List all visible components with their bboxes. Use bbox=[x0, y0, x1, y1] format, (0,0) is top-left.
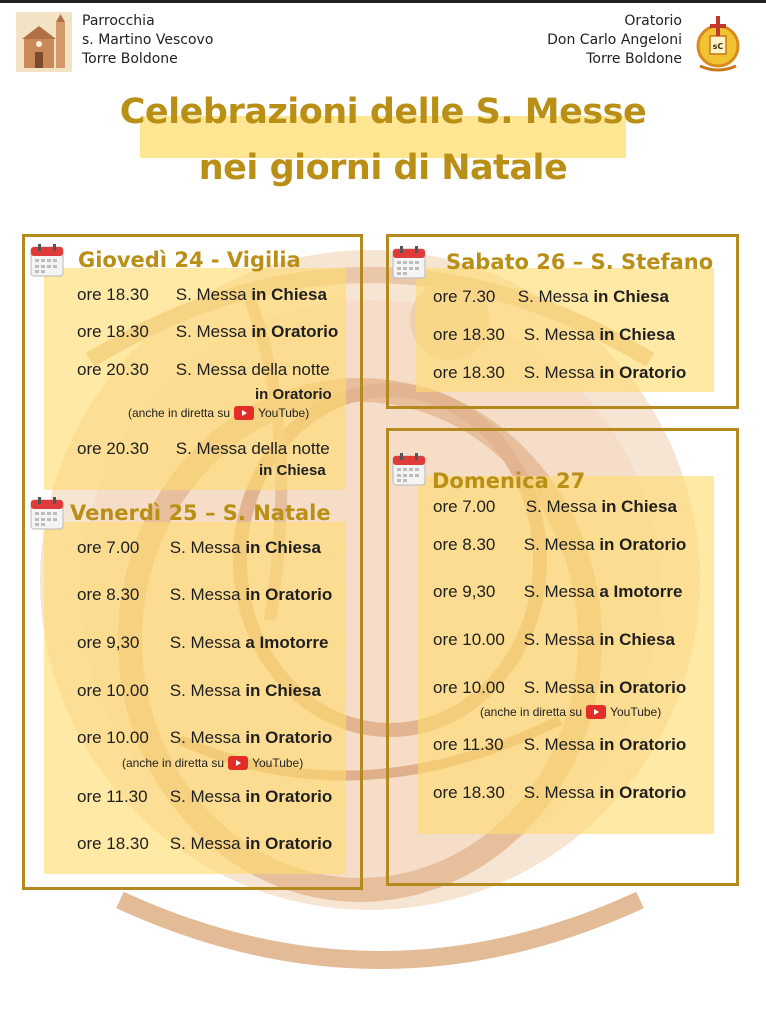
row-mass: S. Messa bbox=[523, 735, 595, 754]
oratory-line-1: Oratorio bbox=[624, 13, 682, 29]
calendar-icon bbox=[30, 243, 64, 277]
note-suffix: YouTube) bbox=[610, 705, 662, 719]
row-mass: S. Messa bbox=[523, 630, 595, 649]
row-mass: S. Messa bbox=[169, 538, 241, 557]
row-time: ore 18.30 bbox=[433, 783, 505, 802]
row-time: ore 7.00 bbox=[77, 538, 140, 557]
day-header-saturday bbox=[392, 245, 713, 279]
row-place: in Chiesa bbox=[245, 681, 321, 700]
row-place: in Oratorio bbox=[245, 834, 333, 853]
schedule-row bbox=[77, 285, 327, 305]
row-mass: S. Messa bbox=[175, 285, 247, 304]
note-prefix: (anche in diretta su bbox=[480, 705, 583, 719]
row-place: in Oratorio bbox=[599, 678, 687, 697]
parish-line-2: s. Martino Vescovo bbox=[82, 32, 214, 48]
row-time: ore 8.30 bbox=[433, 535, 496, 554]
page-title bbox=[0, 84, 766, 196]
row-place: in Chiesa bbox=[251, 285, 327, 304]
parish-line-3: Torre Boldone bbox=[82, 51, 178, 67]
row-mass: S. Messa bbox=[169, 585, 241, 604]
schedule-row bbox=[77, 728, 332, 748]
youtube-icon bbox=[228, 756, 248, 770]
row-place: in Oratorio bbox=[599, 535, 687, 554]
row-mass: S. Messa della notte bbox=[175, 439, 330, 458]
row-mass: S. Messa bbox=[517, 287, 589, 306]
schedule-row bbox=[433, 497, 677, 517]
row-place: in Oratorio bbox=[599, 735, 687, 754]
day-title-sunday: Domenica 27 bbox=[432, 469, 586, 493]
day-title-friday: Venerdì 25 – S. Natale bbox=[70, 501, 331, 525]
calendar-icon bbox=[392, 452, 426, 486]
row-mass: S. Messa bbox=[169, 787, 241, 806]
note-suffix: YouTube) bbox=[252, 756, 304, 770]
note-prefix: (anche in diretta su bbox=[128, 406, 231, 420]
youtube-note bbox=[122, 756, 303, 770]
day-header-friday bbox=[30, 496, 331, 530]
row-place: in Chiesa bbox=[259, 462, 326, 479]
oratory-name bbox=[547, 12, 682, 69]
row-mass: S. Messa bbox=[525, 497, 597, 516]
note-prefix: (anche in diretta su bbox=[122, 756, 225, 770]
church-logo-icon bbox=[16, 12, 72, 72]
row-place: in Chiesa bbox=[599, 325, 675, 344]
row-time: ore 18.30 bbox=[77, 322, 149, 341]
schedule-row bbox=[433, 363, 686, 383]
row-mass: S. Messa bbox=[523, 325, 595, 344]
schedule-row bbox=[77, 681, 321, 701]
parish-header bbox=[16, 12, 213, 72]
row-time: ore 10.00 bbox=[433, 630, 505, 649]
row-mass: S. Messa bbox=[169, 728, 241, 747]
schedule-row bbox=[77, 439, 330, 459]
row-time: ore 11.30 bbox=[77, 787, 148, 806]
schedule-row bbox=[77, 322, 338, 342]
row-mass: S. Messa bbox=[523, 363, 595, 382]
youtube-icon bbox=[234, 406, 254, 420]
schedule-row bbox=[77, 585, 332, 605]
row-place: in Oratorio bbox=[251, 322, 339, 341]
oratory-logo-icon bbox=[690, 12, 746, 72]
row-place: in Oratorio bbox=[245, 585, 333, 604]
row-mass: S. Messa della notte bbox=[175, 360, 330, 379]
row-mass: S. Messa bbox=[523, 582, 595, 601]
row-time: ore 7.00 bbox=[433, 497, 496, 516]
youtube-note bbox=[128, 406, 309, 420]
schedule-row bbox=[433, 735, 686, 755]
row-mass: S. Messa bbox=[523, 678, 595, 697]
row-time: ore 8.30 bbox=[77, 585, 140, 604]
row-time: ore 18.30 bbox=[433, 363, 505, 382]
day-header-thursday bbox=[30, 243, 301, 277]
row-mass: S. Messa bbox=[175, 322, 247, 341]
row-mass: S. Messa bbox=[523, 535, 595, 554]
row-time: ore 18.30 bbox=[77, 834, 149, 853]
row-place: in Oratorio bbox=[599, 783, 687, 802]
row-mass: S. Messa bbox=[523, 783, 595, 802]
panel-sunday bbox=[418, 476, 714, 834]
svg-text:sC: sC bbox=[712, 42, 724, 51]
row-time: ore 18.30 bbox=[433, 325, 505, 344]
oratory-line-2: Don Carlo Angeloni bbox=[547, 32, 682, 48]
parish-name bbox=[82, 12, 213, 69]
row-time: ore 18.30 bbox=[77, 285, 149, 304]
row-time: ore 20.30 bbox=[77, 439, 149, 458]
row-place: in Chiesa bbox=[593, 287, 669, 306]
row-mass: S. Messa bbox=[169, 633, 241, 652]
row-time: ore 7.30 bbox=[433, 287, 496, 306]
row-time: ore 10.00 bbox=[77, 728, 149, 747]
schedule-row bbox=[433, 630, 675, 650]
schedule-row bbox=[77, 787, 332, 807]
row-time: ore 10.00 bbox=[433, 678, 505, 697]
day-header-sunday bbox=[392, 452, 586, 493]
schedule-row bbox=[433, 535, 686, 555]
schedule-row bbox=[433, 287, 669, 307]
youtube-note bbox=[480, 705, 661, 719]
row-place: in Oratorio bbox=[245, 787, 333, 806]
row-time: ore 10.00 bbox=[77, 681, 149, 700]
parish-line-1: Parrocchia bbox=[82, 13, 155, 29]
row-place: a Imotorre bbox=[599, 582, 683, 601]
schedule-row bbox=[77, 360, 330, 380]
row-place: in Oratorio bbox=[245, 728, 333, 747]
schedule-row bbox=[77, 834, 332, 854]
day-title-thursday: Giovedì 24 - Vigilia bbox=[78, 248, 301, 272]
title-line-2: nei giorni di Natale bbox=[198, 148, 568, 188]
schedule-row bbox=[433, 678, 686, 698]
row-place: in Chiesa bbox=[245, 538, 321, 557]
youtube-icon bbox=[586, 705, 606, 719]
oratory-header bbox=[547, 12, 746, 72]
row-mass: S. Messa bbox=[169, 834, 241, 853]
row-place: in Oratorio bbox=[255, 386, 332, 403]
row-mass: S. Messa bbox=[169, 681, 241, 700]
row-place: in Chiesa bbox=[601, 497, 677, 516]
calendar-icon bbox=[30, 496, 64, 530]
row-time: ore 9,30 bbox=[433, 582, 496, 601]
row-time: ore 9,30 bbox=[77, 633, 140, 652]
oratory-line-3: Torre Boldone bbox=[586, 51, 682, 67]
row-time: ore 20.30 bbox=[77, 360, 149, 379]
row-place: a Imotorre bbox=[245, 633, 329, 652]
day-title-saturday: Sabato 26 – S. Stefano bbox=[446, 250, 714, 274]
note-suffix: YouTube) bbox=[258, 406, 310, 420]
schedule-row bbox=[433, 325, 675, 345]
schedule-row bbox=[433, 582, 682, 602]
calendar-icon bbox=[392, 245, 426, 279]
schedule-row bbox=[433, 783, 686, 803]
row-time: ore 11.30 bbox=[433, 735, 504, 754]
schedule-row bbox=[77, 633, 328, 653]
title-line-1: Celebrazioni delle S. Messe bbox=[119, 92, 647, 132]
row-place: in Chiesa bbox=[599, 630, 675, 649]
row-place: in Oratorio bbox=[599, 363, 687, 382]
schedule-row bbox=[77, 538, 321, 558]
